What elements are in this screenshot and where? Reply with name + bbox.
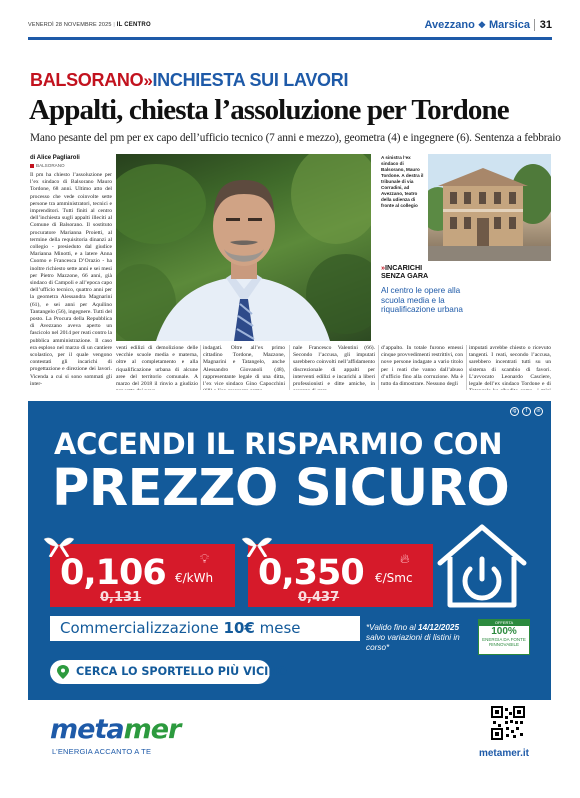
article-column-6: imputati avrebbe chiesto o ricevuto tangenti. I reati, secondo l’accusa, sarebbero incentrati tutti su un sistema di scambio di favori. L’avvocato Leonardo Casciere, legale dell’ex sindaco Tordone e di — [469, 345, 551, 388]
article-column-3: indagati. Oltre all’ex primo cittadino Tordone, Mazzone, Magnarini e Tatangelo, anche Alessandro Giovanoli (48), rappresentante legale di una ditta, l’ex vice sindaco Gino Capocchini — [203, 345, 285, 388]
metamer-logo[interactable]: metamer — [50, 714, 181, 745]
validity-note: *Valido fino al 14/12/2025 salvo variazioni di listini in corso* — [366, 623, 460, 652]
article-column-1: Il pm ha chiesto l’assoluzione per l’ex sindaco di Balsorano Mauro Tordone, 68 anni. Ultimo atto del processo che vede coinvolte sette persone tra amministratori, tecnici e imprenditori. Tutti finiti al centro dell’inchiesta sugli appalti illeciti al Comune di Balsorano. Il sostituto procuratore Marianna Proietti, al termine della requisitoria dinanzi al collegio - presieduto dal giudice Marianna Minotti, e a latere Anna Cuomo e Francesca D’Orazio - ha inoltre richiesto sette anni e sei mesi per Pietro Mazzone, 66 anni, già sindaco di Campoli e all’epoca capo dell’ufficio tecnico, quattro anni per la geometra Alessandra Magnarini (61), e sei anni per Aquilino Tantangelo (56), ingegnere. Tutti del posto. La Procura della Repubblica di Avezzano aveva aperto un fascicolo nel 2014 per reati contro la pubblica amministrazione. Il caso era esploso nel marzo di un cantiere scolastico, per il quale vengono contestati gli incarichi di progettazione e direzione dei lavori. Vicenda a cui si sono sommati gli inter- — [30, 172, 112, 387]
tagline: L’ENERGIA ACCANTO A TE — [52, 747, 152, 756]
photo-mauro-tordone — [116, 154, 371, 341]
find-branch-button[interactable]: CERCA LO SPORTELLO PIÙ VICINO — [50, 660, 270, 684]
gas-unit: €/Smc — [375, 571, 413, 585]
electricity-price-box — [50, 544, 235, 607]
paper-name: IL CENTRO — [116, 22, 151, 28]
gas-price-box — [248, 544, 433, 607]
instagram-icon: ig — [510, 407, 519, 416]
qr-code-icon[interactable] — [491, 706, 525, 740]
page-number: 31 — [534, 19, 552, 31]
header-rule — [28, 37, 552, 40]
kicker-place: BALSORANO — [30, 70, 144, 90]
article-kicker — [30, 70, 348, 91]
chevron-right-icon: » — [381, 263, 385, 272]
diamond-icon: ❖ — [477, 20, 486, 30]
website-link[interactable]: metamer.it — [478, 748, 529, 759]
kicker-arrows: » — [143, 71, 153, 90]
section-name: Avezzano ❖ Marsica — [424, 19, 530, 31]
gas-price: 0,350 — [258, 553, 364, 593]
flame-icon: 🔥︎ — [400, 552, 410, 567]
ad-footer — [28, 700, 551, 770]
byline-location: BALSORANO — [30, 163, 65, 168]
photo-caption: A sinistra l’ex sindaco di Balsorano, Mauro Tordone. A destra il tribunale di via Corradini, ad Avezzano, teatro della udienza di fronte al collegio — [381, 155, 424, 208]
column-divider — [200, 345, 201, 390]
gas-old-price: 0,437 — [298, 590, 340, 605]
social-icons — [510, 407, 543, 416]
issue-date: VENERDÌ 28 NOVEMBRE 2025 | IL CENTRO — [28, 22, 151, 28]
column-divider — [378, 345, 379, 390]
facebook-icon: f — [522, 407, 531, 416]
column-divider — [466, 345, 467, 390]
electricity-price: 0,106 — [60, 553, 166, 593]
linkedin-icon: in — [534, 407, 543, 416]
box-heading: »INCARICHI SENZA GARA — [381, 263, 429, 280]
ad-headline-line2: PREZZO SICURO — [52, 459, 510, 518]
headline: Appalti, chiesta l’assoluzione per Tordone — [29, 94, 509, 126]
article-column-4: nale Francesco Valentini (66). Secondo l’accusa, gli imputati sarebbero coinvolti nell’affidamento discrezionale di appalti per interventi edilizi e incarichi a liberi professionisti e ditte amiche, in — [293, 345, 375, 388]
ad-headline-line1: ACCENDI IL RISPARMIO CON — [54, 427, 503, 461]
article-column-2: venti edilizi di demolizione delle vecchie scuole media e materna, oltre al completamento e alla riqualificazione urbana di alcune aree del territorio comunale. A marzo del 2018 il rinvio a giudizio — [116, 345, 198, 388]
article-column-5: d’appalto. In totale furono emessi cinque provvedimenti restrittivi, con nove persone indagate a vario titolo per i reati che vanno dall’abuso d’ufficio fino alla corruzione. Ma è tutto da dimostrare. Nessuno degli — [381, 345, 463, 388]
map-pin-icon — [57, 665, 69, 679]
byline: di Alice Pagliaroli — [30, 155, 80, 161]
house-power-icon — [434, 519, 530, 611]
photo-tribunale — [428, 154, 551, 261]
commercialization-fee: Commercializzazione 10€ mese — [50, 616, 360, 641]
electricity-old-price: 0,131 — [100, 590, 142, 605]
electricity-unit: €/kWh — [175, 571, 214, 585]
metamer-advertisement[interactable] — [28, 401, 551, 770]
portrait-illustration — [116, 154, 371, 341]
column-divider — [289, 345, 290, 390]
building-illustration — [428, 154, 551, 261]
lightbulb-icon: 💡︎ — [200, 552, 210, 567]
renewable-energy-badge: OFFERTA 100% ENERGIA DA FONTE RINNOVABILE — [478, 619, 530, 655]
page-header — [28, 18, 552, 34]
kicker-topic: INCHIESTA SUI LAVORI — [152, 70, 349, 90]
subheadline: Mano pesante del pm per ex capo dell’ufficio tecnico (7 anni e mezzo), geometra (4) e ingegnere (6). Sentenza a febbraio — [30, 132, 561, 144]
box-subheading: Al centro le opere alla scuola media e la riqualificazione urbana — [381, 286, 463, 315]
